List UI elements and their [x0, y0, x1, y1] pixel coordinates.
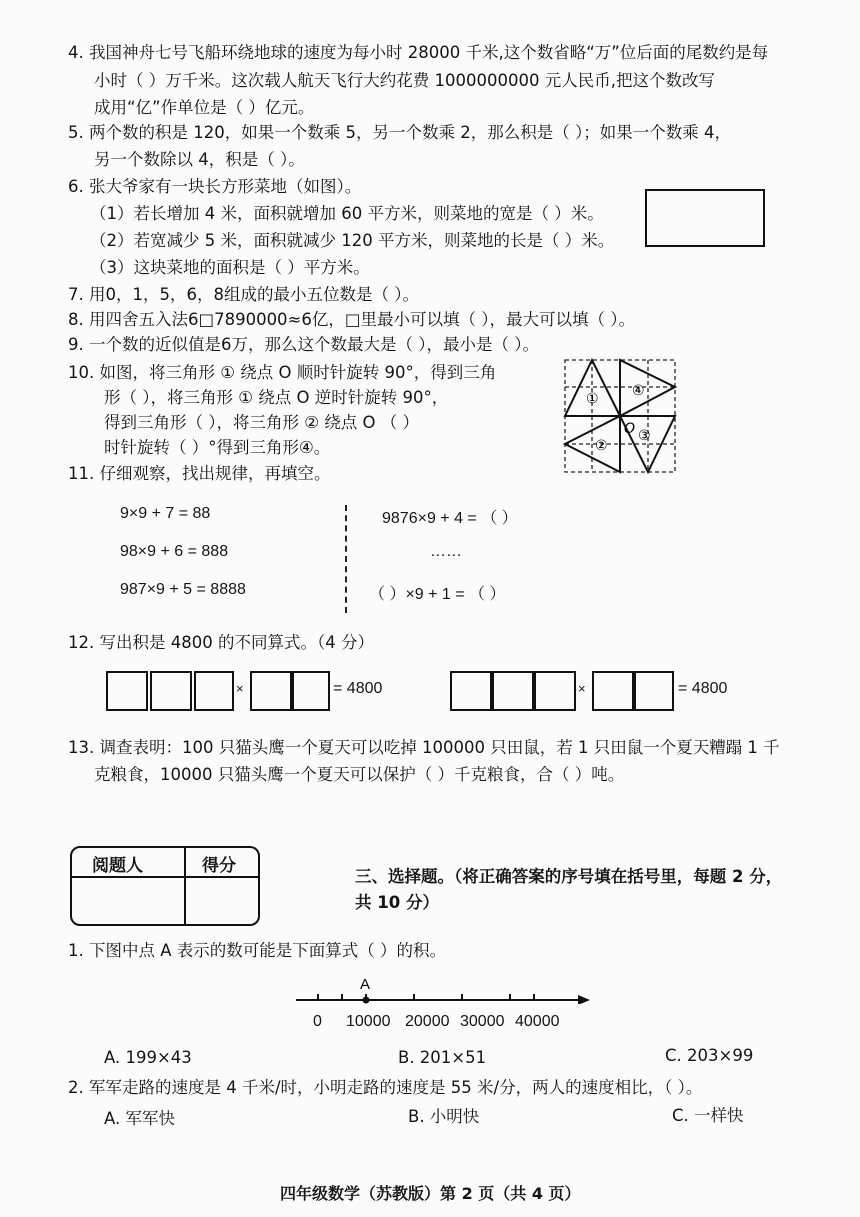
- c1-option-a[interactable]: A. 199×43: [104, 1048, 192, 1067]
- c1-option-b[interactable]: B. 201×51: [398, 1048, 487, 1067]
- q11-title: 11. 仔细观察，找出规律，再填空。: [68, 464, 331, 483]
- tick-label: 30000: [460, 1013, 505, 1030]
- c2-question: 2. 军军走路的速度是 4 千米/时，小明走路的速度是 55 米/分，两人的速度相比，（ ）。: [68, 1078, 703, 1097]
- reviewer-label: 阅题人: [92, 856, 143, 876]
- vegetable-field-rectangle: [645, 189, 765, 247]
- c2-option-c[interactable]: C. 一样快: [672, 1106, 744, 1125]
- q7-text: 7. 用0，1，5，6，8组成的最小五位数是（ ）。: [68, 285, 419, 304]
- c2-option-b[interactable]: B. 小明快: [408, 1107, 480, 1126]
- label-triangle-4: ④: [632, 383, 645, 399]
- point-a-label: A: [360, 976, 371, 993]
- pattern-line-1: 9×9 + 7 = 88: [120, 505, 211, 522]
- times-sign: ×: [236, 681, 244, 696]
- answer-box[interactable]: [534, 671, 576, 711]
- tick-label: 20000: [405, 1013, 450, 1030]
- point-a: [363, 997, 370, 1004]
- equals-4800: = 4800: [333, 680, 383, 697]
- score-label: 得分: [202, 856, 236, 876]
- score-box: [70, 846, 260, 926]
- page-footer: 四年级数学（苏教版）第 2 页（共 4 页）: [280, 1184, 581, 1203]
- equals-4800: = 4800: [678, 680, 728, 697]
- answer-box[interactable]: [450, 671, 492, 711]
- q6-sub3: （3）这块菜地的面积是（ ）平方米。: [90, 258, 370, 277]
- q4-line2: 小时（ ）万千米。这次载人航天飞行大约花费 1000000000 元人民币,把这个数改写: [94, 71, 715, 90]
- tick-label: 0: [313, 1013, 322, 1030]
- q6-line1: 6. 张大爷家有一块长方形菜地（如图）。: [68, 177, 362, 196]
- pattern-fill-2: （ ）×9 + 1 = （ ）: [369, 586, 506, 603]
- times-sign: ×: [578, 681, 586, 696]
- answer-box[interactable]: [250, 671, 292, 711]
- q10-line3: 得到三角形（ ），将三角形 ② 绕点 O （ ）: [104, 413, 419, 432]
- q10-line1: 10. 如图，将三角形 ① 绕点 O 顺时针旋转 90°，得到三角: [68, 363, 497, 382]
- score-box-divider: [72, 876, 258, 878]
- answer-box[interactable]: [194, 671, 234, 711]
- section3-heading: 三、选择题。（将正确答案的序号填在括号里，每题 2 分，: [355, 867, 783, 886]
- q12-title: 12. 写出积是 4800 的不同算式。（4 分）: [68, 633, 374, 652]
- q4-line1: 4. 我国神舟七号飞船环绕地球的速度为每小时 28000 千米,这个数省略“万”位后面的尾数约是每: [68, 43, 769, 62]
- answer-box[interactable]: [106, 671, 148, 711]
- q9-text: 9. 一个数的近似值是6万，那么这个数最大是（ ），最小是（ ）。: [68, 335, 539, 354]
- q5-line1: 5. 两个数的积是 120，如果一个数乘 5，另一个数乘 2，那么积是（ ）；如果一个数乘 4，: [68, 123, 731, 142]
- q8-text: 8. 用四舍五入法6□7890000≈6亿，□里最小可以填（ ），最大可以填（ ）。: [68, 310, 635, 329]
- score-box-column-divider: [184, 848, 186, 924]
- number-line: [292, 974, 592, 1004]
- tick-label: 10000: [346, 1013, 391, 1030]
- answer-box[interactable]: [292, 671, 330, 711]
- rotation-figure: [562, 357, 678, 475]
- q5-line2: 另一个数除以 4，积是（ ）。: [94, 150, 305, 169]
- q6-sub1: （1）若长增加 4 米，面积就增加 60 平方米，则菜地的宽是（ ）米。: [90, 204, 604, 223]
- pattern-line-2: 98×9 + 6 = 888: [120, 543, 229, 560]
- label-triangle-2: ②: [595, 438, 608, 454]
- c1-question: 1. 下图中点 A 表示的数可能是下面算式（ ）的积。: [68, 941, 447, 960]
- answer-box[interactable]: [592, 671, 634, 711]
- q6-sub2: （2）若宽减少 5 米，面积就减少 120 平方米，则菜地的长是（ ）米。: [90, 231, 615, 250]
- tick-label: 40000: [515, 1013, 560, 1030]
- q13-line2: 克粮食，10000 只猫头鹰一个夏天可以保护（ ）千克粮食，合（ ）吨。: [94, 765, 625, 784]
- answer-box[interactable]: [492, 671, 534, 711]
- q10-line2: 形（ ），将三角形 ① 绕点 O 逆时针旋转 90°，: [104, 388, 449, 407]
- label-triangle-3: ③: [638, 428, 651, 444]
- answer-box[interactable]: [150, 671, 192, 711]
- pattern-ellipsis: ……: [430, 543, 462, 560]
- q13-line1: 13. 调查表明：100 只猫头鹰一个夏天可以吃掉 100000 只田鼠，若 1 只田鼠一个夏天糟蹋 1 千: [68, 738, 780, 757]
- c2-option-a[interactable]: A. 军军快: [104, 1109, 175, 1128]
- label-triangle-1: ①: [586, 391, 599, 407]
- pattern-fill-1: 9876×9 + 4 = （ ）: [382, 510, 518, 527]
- answer-box[interactable]: [634, 671, 674, 711]
- q4-line3: 成用“亿”作单位是（ ）亿元。: [94, 98, 315, 117]
- pattern-line-3: 987×9 + 5 = 8888: [120, 581, 246, 598]
- label-point-o: O: [624, 421, 636, 437]
- section3-heading-cont: 共 10 分）: [355, 893, 439, 912]
- c1-option-c[interactable]: C. 203×99: [665, 1046, 754, 1065]
- pattern-divider: [345, 505, 347, 613]
- q10-line4: 时针旋转（ ）°得到三角形④。: [104, 438, 331, 457]
